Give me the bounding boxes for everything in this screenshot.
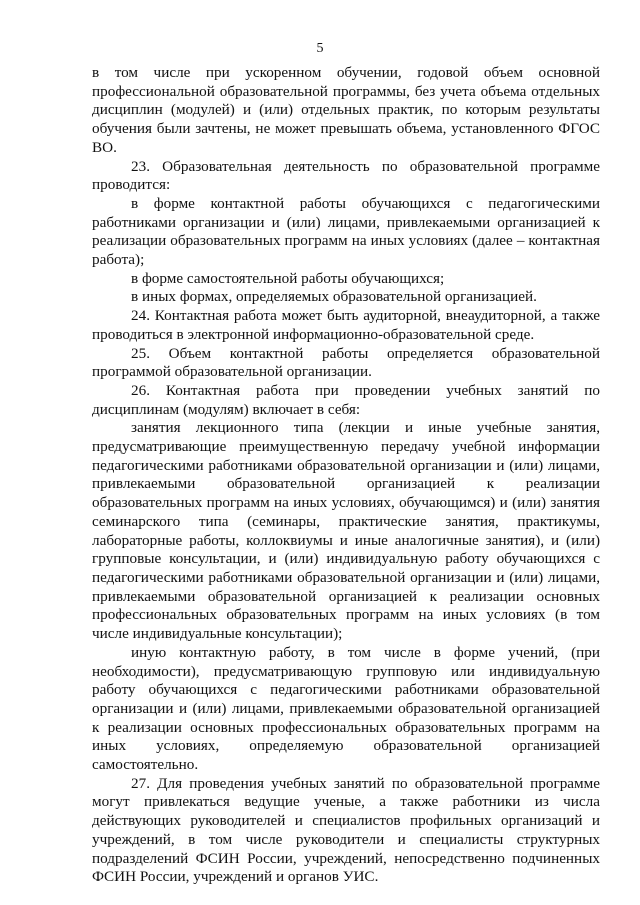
paragraph-25: 25. Объем контактной работы определяется образовательной программой образовательной организации. xyxy=(92,344,600,381)
paragraph-independent-work: в форме самостоятельной работы обучающихся; xyxy=(131,269,445,287)
paragraph-24: 24. Контактная работа может быть аудиторной, внеаудиторной, а также проводиться в электронной информационно-образовательной среде. xyxy=(92,307,600,343)
paragraph-other-contact-work: иную контактную работу, в том числе в форме учений, (при необходимости), предусматривающую групповую или индивидуальную работу обучающихся с педагогическими работниками образовательной организации и (или) лицами, привлекаемыми образовательной организацией к реализации основных профессиональных образовательных программ на иных условиях, определяемую образовательной организацией самостоятельно. xyxy=(92,643,600,774)
paragraph-lecture-classes: занятия лекционного типа (лекции и иные учебные занятия, предусматривающие преимущественную передачу учебной информации педагогическими работниками образовательной организации и (или) лицами, привлекаемыми образовательной организацией к реализации образовательных программ на иных условиях, обучающимся) и (или) занятия семинарского типа (семинары, практические занятия, практикумы, лабораторные работы, коллоквиумы и иные аналогичные занятия), и (или) групповые консультации, и (или) индивидуальную работу обучающихся с педагогическими работниками образовательной организации и (или) лицами, привлекаемыми образовательной организацией к реализации основных профессиональных образовательных программ на иных условиях (в том числе индивидуальные консультации); xyxy=(92,419,600,643)
paragraph-contact-work: в форме контактной работы обучающихся с педагогическими работниками организации и (или) лицами, привлекаемыми организацией к реализации образовательных программ на иных условиях (далее – контактная работа); xyxy=(92,194,600,269)
document-body xyxy=(92,64,600,887)
paragraph-26: 26. Контактная работа при проведении учебных занятий по дисциплинам (модулям) включает в себя: xyxy=(92,381,600,418)
page-number: 5 xyxy=(316,41,324,56)
paragraph-23: 23. Образовательная деятельность по образовательной программе проводится: xyxy=(92,157,600,194)
paragraph-continuation: в том числе при ускоренном обучении, годовой объем основной профессиональной образовательной программы, без учета объема отдельных дисциплин (модулей) и (или) отдельных практик, по которым результаты обучения были зачтены, не может превышать объема, установленного ФГОС ВО. xyxy=(92,64,600,156)
paragraph-27: 27. Для проведения учебных занятий по образовательной программе могут привлекаться ведущие ученые, а также работники из числа действующих руководителей и специалистов профильных организаций и учреждений, в том числе руководители и специалисты структурных подразделений ФСИН России, учреждений, непосредственно подчиненных ФСИН России, учреждений и органов УИС. xyxy=(92,774,600,886)
paragraph-other-forms: в иных формах, определяемых образовательной организацией. xyxy=(131,288,537,306)
